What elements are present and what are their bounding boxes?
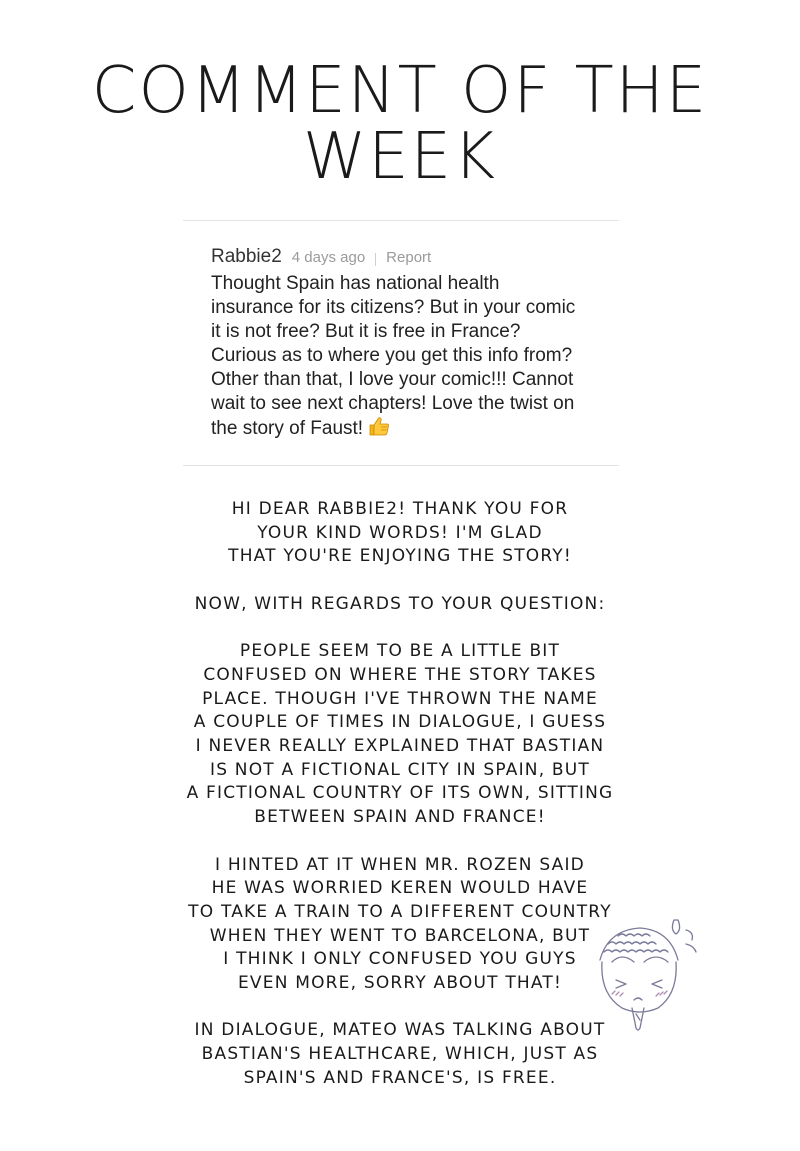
reply-line: BASTIAN'S HEALTHCARE, WHICH, JUST AS (201, 1044, 599, 1065)
header-separator (375, 253, 376, 266)
comment-username[interactable]: Rabbie2 (211, 246, 282, 267)
comment-timestamp: 4 days ago (291, 249, 366, 266)
comment-line-text: the story of Faust! (211, 418, 364, 439)
comment-line: Curious as to where you get this info from? (211, 345, 573, 366)
paragraph-gap (150, 830, 650, 854)
comment-line: Thought Spain has national health (211, 273, 500, 294)
page-title-line-1: COMMENT OF THE (91, 54, 709, 128)
reply-line: NOW, WITH REGARDS TO YOUR QUESTION: (194, 593, 606, 614)
reply-line: IN DIALOGUE, MATEO WAS TALKING ABOUT (194, 1020, 606, 1041)
reply-line: I NEVER REALLY EXPLAINED THAT BASTIAN (195, 736, 605, 756)
reply-line: I HINTED AT IT WHEN MR. ROZEN SAID (215, 854, 585, 875)
paragraph-gap (150, 996, 650, 1020)
reply-line: WHEN THEY WENT TO BARCELONA, BUT (209, 925, 591, 946)
comment-line: Other than that, I love your comic!!! Cannot (211, 369, 574, 390)
comment-line: it is not free? But it is free in France? (211, 321, 521, 342)
reply-line: HE WAS WORRIED KEREN WOULD HAVE (211, 878, 589, 899)
reply-line: EVEN MORE, SORRY ABOUT THAT! (237, 973, 563, 994)
reply-line: HI DEAR RABBIE2! THANK YOU FOR (231, 499, 569, 519)
comment-card (211, 246, 611, 441)
thumbs-up-icon (367, 416, 391, 436)
paragraph-gap (150, 569, 650, 593)
reply-line: THAT YOU'RE ENJOYING THE STORY! (228, 546, 572, 567)
page-title-line-2: WEEK (302, 120, 498, 194)
reply-line: I THINK I ONLY CONFUSED YOU GUYS (223, 949, 577, 970)
page-title (0, 54, 800, 194)
report-link[interactable]: Report (386, 249, 432, 266)
comment-body (211, 272, 611, 441)
paragraph-gap (150, 617, 650, 641)
reply-line: A COUPLE OF TIMES IN DIALOGUE, I GUESS (193, 712, 607, 733)
reply-line: CONFUSED ON WHERE THE STORY TAKES (203, 664, 597, 685)
comment-last-line (211, 416, 611, 441)
reply-line: BETWEEN SPAIN AND FRANCE! (254, 807, 546, 828)
embarrassed-character-icon (578, 908, 708, 1038)
comment-header (211, 246, 611, 272)
reply-line: A FICTIONAL COUNTRY OF ITS OWN, SITTING (186, 783, 614, 804)
reply-line: TO TAKE A TRAIN TO A DIFFERENT COUNTRY (188, 901, 612, 922)
comment-line: insurance for its citizens? But in your comic (211, 297, 576, 318)
reply-line: YOUR KIND WORDS! I'M GLAD (257, 522, 543, 543)
comment-line: wait to see next chapters! Love the twist on (211, 393, 575, 414)
author-reply (150, 498, 650, 1091)
reply-line: PEOPLE SEEM TO BE A LITTLE BIT (239, 641, 561, 662)
bottom-divider (183, 465, 619, 466)
reply-line: SPAIN'S AND FRANCE'S, IS FREE. (243, 1067, 557, 1088)
reply-line: PLACE. THOUGH I'VE THROWN THE NAME (202, 688, 598, 709)
top-divider (183, 220, 619, 221)
reply-line: IS NOT A FICTIONAL CITY IN SPAIN, BUT (210, 759, 590, 780)
